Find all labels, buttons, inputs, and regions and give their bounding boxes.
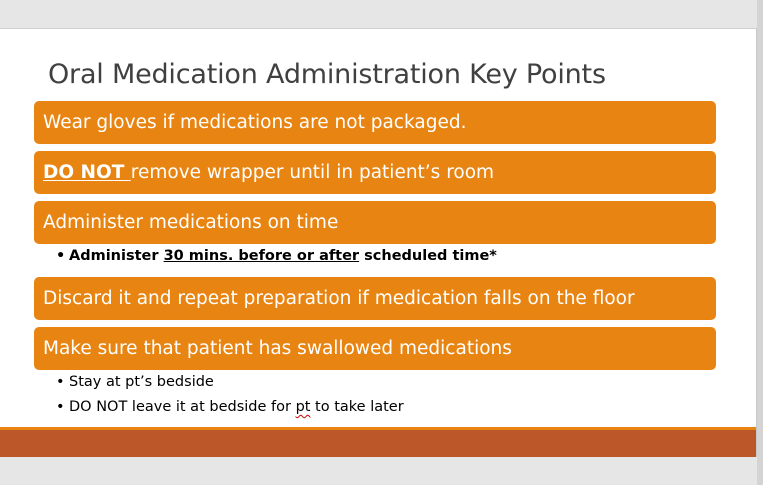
footer-band (0, 427, 756, 457)
slide-canvas (0, 28, 757, 457)
bullet-icon: • (56, 248, 66, 264)
spellcheck-flagged-word[interactable]: pt (295, 399, 311, 415)
bullet-icon: • (56, 374, 65, 390)
key-point-wrapper (34, 151, 716, 194)
bullet-text: scheduled time* (359, 248, 497, 264)
key-point-swallowed (34, 327, 716, 370)
key-point-text: Make sure that patient has swallowed medications (43, 338, 512, 359)
key-point-discard (34, 277, 716, 320)
bullet-icon: • (56, 399, 65, 415)
bedside-bullet (56, 374, 214, 390)
key-point-text: Wear gloves if medications are not packaged. (43, 112, 467, 133)
key-point-gloves (34, 101, 716, 144)
bullet-text: DO NOT leave it at bedside for (69, 399, 296, 415)
bullet-text-underlined: 30 mins. before or after (163, 248, 360, 264)
key-point-text: remove wrapper until in patient’s room (130, 162, 495, 183)
window-edge (757, 0, 763, 485)
bullet-text: to take later (310, 399, 404, 415)
do-not-emphasis: DO NOT (43, 162, 131, 183)
bullet-text: Stay at pt’s bedside (69, 374, 214, 390)
bullet-text: Administer (69, 248, 164, 264)
do-not-leave-bullet (56, 399, 404, 415)
timing-bullet (56, 248, 497, 264)
key-point-text: Discard it and repeat preparation if medication falls on the floor (43, 288, 635, 309)
key-point-on-time (34, 201, 716, 244)
key-point-text: Administer medications on time (43, 212, 339, 233)
slide-title: Oral Medication Administration Key Points (48, 59, 606, 90)
